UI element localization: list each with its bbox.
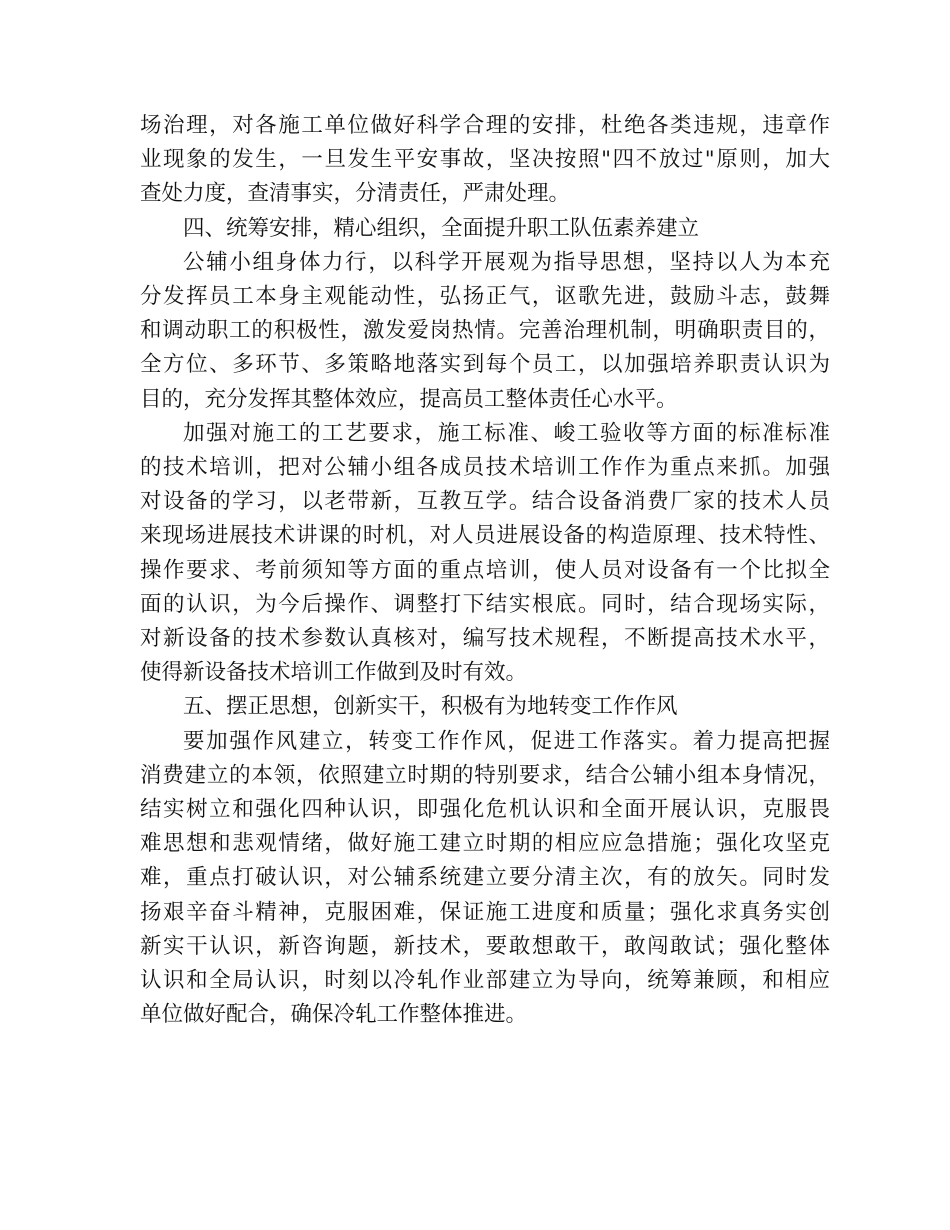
text-line: 难，重点打破认识，对公辅系统建立要分清主次，有的放矢。同时发 <box>140 865 830 891</box>
text-line: 单位做好配合，确保冷轧工作整体推进。 <box>140 1002 528 1028</box>
body-paragraph <box>140 725 830 1033</box>
text-line: 使得新设备技术培训工作做到及时有效。 <box>140 660 528 686</box>
text-line: 对新设备的技术参数认真核对，编写技术规程，不断提高技术水平， <box>140 626 830 652</box>
text-line: 要加强作风建立，转变工作作风，促进工作落实。着力提高把握 <box>183 728 830 754</box>
text-line: 面的认识，为今后操作、调整打下结实根底。同时，结合现场实际， <box>140 591 830 617</box>
text-line: 公辅小组身体力行，以科学开展观为指导思想，坚持以人为本充 <box>183 249 830 275</box>
text-line: 和调动职工的积极性，激发爱岗热情。完善治理机制，明确职责目的， <box>140 318 830 344</box>
text-line: 新实干认识，新咨询题，新技术，要敢想敢干，敢闯敢试；强化整体 <box>140 933 830 959</box>
text-line: 五、摆正思想，创新实干，积极有为地转变工作作风 <box>183 694 678 720</box>
document-page <box>140 109 830 1032</box>
body-paragraph <box>140 246 830 417</box>
section-heading <box>140 690 830 724</box>
text-line: 的技术培训，把对公辅小组各成员技术培训工作作为重点来抓。加强 <box>140 455 830 481</box>
text-line: 分发挥员工本身主观能动性，弘扬正气，讴歌先进，鼓励斗志，鼓舞 <box>140 284 830 310</box>
text-line: 场治理，对各施工单位做好科学合理的安排，杜绝各类违规，违章作 <box>140 113 830 138</box>
body-paragraph <box>140 109 830 212</box>
document-body <box>140 109 830 1032</box>
body-paragraph <box>140 417 830 691</box>
text-line: 全方位、多环节、多策略地落实到每个员工，以加强培养职责认识为 <box>140 352 830 378</box>
text-line: 业现象的发生，一旦发生平安事故，坚决按照"四不放过"原则，加大 <box>140 147 830 173</box>
text-line: 目的，充分发挥其整体效应，提高员工整体责任心水平。 <box>140 386 678 412</box>
text-line: 结实树立和强化四种认识，即强化危机认识和全面开展认识，克服畏 <box>140 797 830 823</box>
text-line: 四、统筹安排，精心组织，全面提升职工队伍素养建立 <box>183 215 700 241</box>
text-line: 消费建立的本领，依照建立时期的特别要求，结合公辅小组本身情况， <box>140 762 830 788</box>
text-line: 难思想和悲观情绪，做好施工建立时期的相应应急措施；强化攻坚克 <box>140 831 830 857</box>
text-line: 加强对施工的工艺要求，施工标准、峻工验收等方面的标准标准 <box>183 420 830 446</box>
section-heading <box>140 212 830 246</box>
text-line: 操作要求、考前须知等方面的重点培训，使人员对设备有一个比拟全 <box>140 557 830 583</box>
text-line: 认识和全局认识，时刻以冷轧作业部建立为导向，统筹兼顾，和相应 <box>140 968 830 994</box>
text-line: 查处力度，查清事实，分清责任，严肃处理。 <box>140 181 571 207</box>
text-line: 扬艰辛奋斗精神，克服困难，保证施工进度和质量；强化求真务实创 <box>140 899 830 925</box>
text-line: 对设备的学习，以老带新，互教互学。结合设备消费厂家的技术人员 <box>140 489 830 515</box>
text-line: 来现场进展技术讲课的时机，对人员进展设备的构造原理、技术特性、 <box>140 523 830 549</box>
